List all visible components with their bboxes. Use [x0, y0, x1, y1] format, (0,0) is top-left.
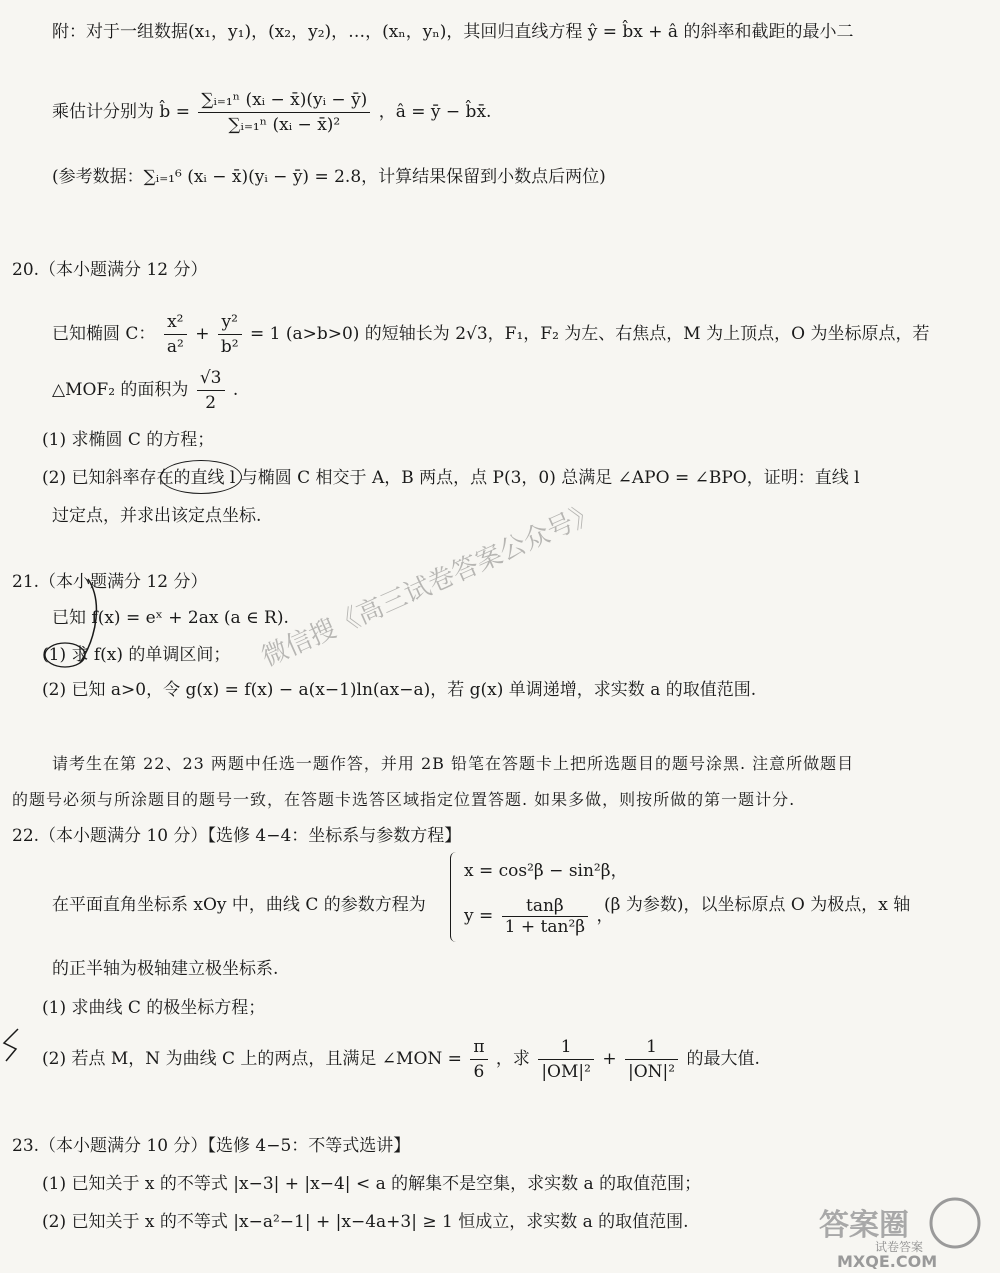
svg-text:答案圈: 答案圈 [819, 1208, 909, 1243]
handwritten-scribble-mark [0, 1025, 22, 1065]
parametric-equation-system: x = cos²β − sin²β， y = $\frac{\tan\beta}{\text{1 + tan²β}}$ ， [450, 852, 620, 947]
svg-text:MXQE.COM: MXQE.COM [837, 1252, 938, 1269]
q21-header: 21.（本小题满分 12 分） [12, 572, 208, 592]
q22-line-1b: (β 为参数)，以坐标原点 O 为极点，x 轴 [604, 895, 911, 915]
svg-text:试卷答案: 试卷答案 [875, 1240, 924, 1254]
q20-line-2: △MOF₂ 的面积为 $\frac{√3}{2}$ . [52, 368, 239, 413]
instruction-line-1: 请考生在第 22、23 两题中任选一题作答，并用 2B 铅笔在答题卡上把所选题目的题号涂黑. 注意所做题目 [52, 754, 855, 773]
q20-part-1: (1) 求椭圆 C 的方程； [42, 430, 215, 450]
q23-part-1: (1) 已知关于 x 的不等式 |x−3| + |x−4| < a 的解集不是空集，求实数 a 的取值范围； [42, 1174, 702, 1194]
slope-formula: $\frac{\text{∑ᵢ₌₁ⁿ (xᵢ − x̄)(yᵢ − ȳ)}}{\text{∑ᵢ₌₁ⁿ (xᵢ − x̄)²}}$ [198, 88, 370, 137]
q23-header: 23.（本小题满分 10 分）【选修 4−5：不等式选讲】 [12, 1136, 411, 1156]
q21-part-2: (2) 已知 a>0，令 g(x) = f(x) − a(x−1)ln(ax−a)，若 g(x) 单调递增，求实数 a 的取值范围. [42, 680, 757, 700]
handwritten-circle-mark [160, 460, 242, 494]
q22-part-1: (1) 求曲线 C 的极坐标方程； [42, 998, 266, 1018]
answer-circle-logo [815, 1195, 990, 1269]
instruction-line-2: 的题号必须与所涂题目的题号一致，在答题卡选答区域指定位置答题. 如果多做，则按所做的第一题计分. [12, 790, 796, 809]
handwritten-bracket-mark [40, 575, 100, 670]
q22-part-2: (2) 若点 M，N 为曲线 C 上的两点，且满足 ∠MON = $\frac{\pi}{6}$ ，求 $\frac{1}{\text{|OM|²}}$ + $\frac{1}{\text{|ON|²}}$ 的最大值. [42, 1037, 760, 1082]
brace-icon [450, 852, 463, 942]
q21-line-1: 已知 f(x) = eˣ + 2ax (a ∈ R). [52, 608, 289, 628]
q22-line-2: 的正半轴为极轴建立极坐标系. [52, 959, 279, 979]
note-line-1: 附：对于一组数据(x₁，y₁)，(x₂，y₂)，…，(xₙ，yₙ)，其回归直线方程 ŷ = b̂x + â 的斜率和截距的最小二 [52, 22, 854, 42]
q21-part-1: (1) 求 f(x) 的单调区间； [42, 645, 231, 665]
watermark-text: 微信搜《高三试卷答案公众号》 [257, 497, 603, 673]
q20-part-2-cont: 过定点，并求出该定点坐标. [52, 506, 262, 526]
q20-header: 20.（本小题满分 12 分） [12, 260, 208, 280]
note-line-2: 乘估计分别为 b̂ = $\frac{\text{∑ᵢ₌₁ⁿ (xᵢ − x̄)(yᵢ − ȳ)}}{\text{∑ᵢ₌₁ⁿ (xᵢ − x̄)²}}$ ，â = ȳ − b̂x̄. [52, 90, 492, 135]
q22-line-1a: 在平面直角坐标系 xOy 中，曲线 C 的参数方程为 [52, 895, 426, 915]
q20-part-2: (2) 已知斜率存在的直线 l 与椭圆 C 相交于 A，B 两点，点 P(3，0) 总满足 ∠APO = ∠BPO，证明：直线 l [42, 468, 860, 488]
q20-line-1: 已知椭圆 C： $\frac{\text{x²}}{\text{a²}}$ + $\frac{\text{y²}}{\text{b²}}$ = 1 (a>b>0) 的短轴长为 2√3，F₁，F₂ 为左、右焦点，M 为上顶点，O 为坐标原点，若 [52, 312, 930, 357]
q22-header: 22.（本小题满分 10 分）【选修 4−4：坐标系与参数方程】 [12, 826, 462, 846]
reference-data: (参考数据：∑ᵢ₌₁⁶ (xᵢ − x̄)(yᵢ − ȳ) = 2.8，计算结果保留到小数点后两位) [52, 167, 606, 187]
q23-part-2: (2) 已知关于 x 的不等式 |x−a²−1| + |x−4a+3| ≥ 1 恒成立，求实数 a 的取值范围. [42, 1212, 689, 1232]
